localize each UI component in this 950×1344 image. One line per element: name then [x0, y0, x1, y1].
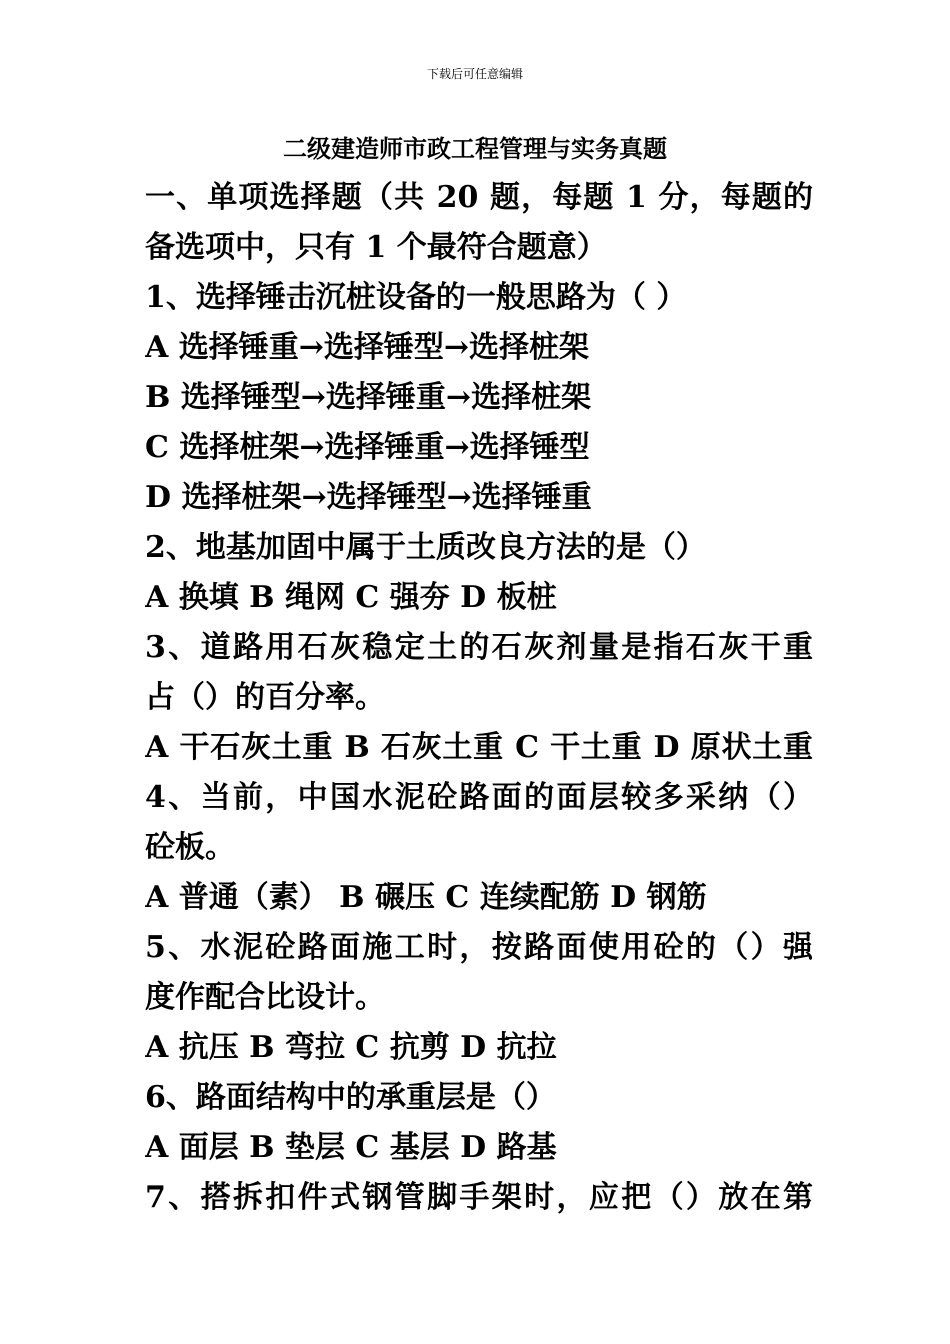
document-title: 二级建造师市政工程管理与实务真题 [283, 134, 667, 163]
question-2: 2、地基加固中属于土质改良方法的是（） [145, 530, 706, 565]
question-3: 3、道路用石灰稳定土的石灰剂量是指石灰干重 [145, 630, 813, 665]
document-body [145, 173, 813, 1223]
question-2-options: A 换填 B 绳网 C 强夯 D 板桩 [145, 580, 557, 615]
section-heading-continued: 备选项中，只有 1 个最符合题意） [145, 230, 607, 265]
question-3-continued: 占（）的百分率。 [145, 680, 385, 715]
question-7: 7、搭拆扣件式钢管脚手架时，应把（）放在第 [145, 1180, 813, 1215]
question-4-options: A 普通（素） B 碾压 C 连续配筋 D 钢筋 [145, 880, 707, 915]
question-1-option-b: B 选择锤型→选择锤重→选择桩架 [145, 380, 592, 415]
header-note: 下载后可任意编辑 [426, 67, 523, 81]
question-4-continued: 砼板。 [145, 830, 235, 865]
question-3-options: A 干石灰土重 B 石灰土重 C 干土重 D 原状土重 [145, 730, 813, 765]
section-heading: 一、单项选择题（共 20 题，每题 1 分，每题的 [145, 180, 813, 215]
question-1-option-d: D 选择桩架→选择锤型→选择锤重 [145, 480, 592, 515]
question-5-options: A 抗压 B 弯拉 C 抗剪 D 抗拉 [145, 1030, 557, 1065]
question-5-continued: 度作配合比设计。 [145, 980, 385, 1015]
question-1-option-c: C 选择桩架→选择锤重→选择锤型 [145, 430, 590, 465]
question-1-option-a: A 选择锤重→选择锤型→选择桩架 [145, 330, 589, 365]
question-5: 5、水泥砼路面施工时，按路面使用砼的（）强 [145, 930, 813, 965]
question-4: 4、当前，中国水泥砼路面的面层较多采纳（） [145, 780, 813, 815]
question-1: 1、选择锤击沉桩设备的一般思路为（ ） [145, 280, 687, 315]
question-6-options: A 面层 B 垫层 C 基层 D 路基 [145, 1130, 557, 1165]
question-6: 6、路面结构中的承重层是（） [145, 1080, 556, 1115]
